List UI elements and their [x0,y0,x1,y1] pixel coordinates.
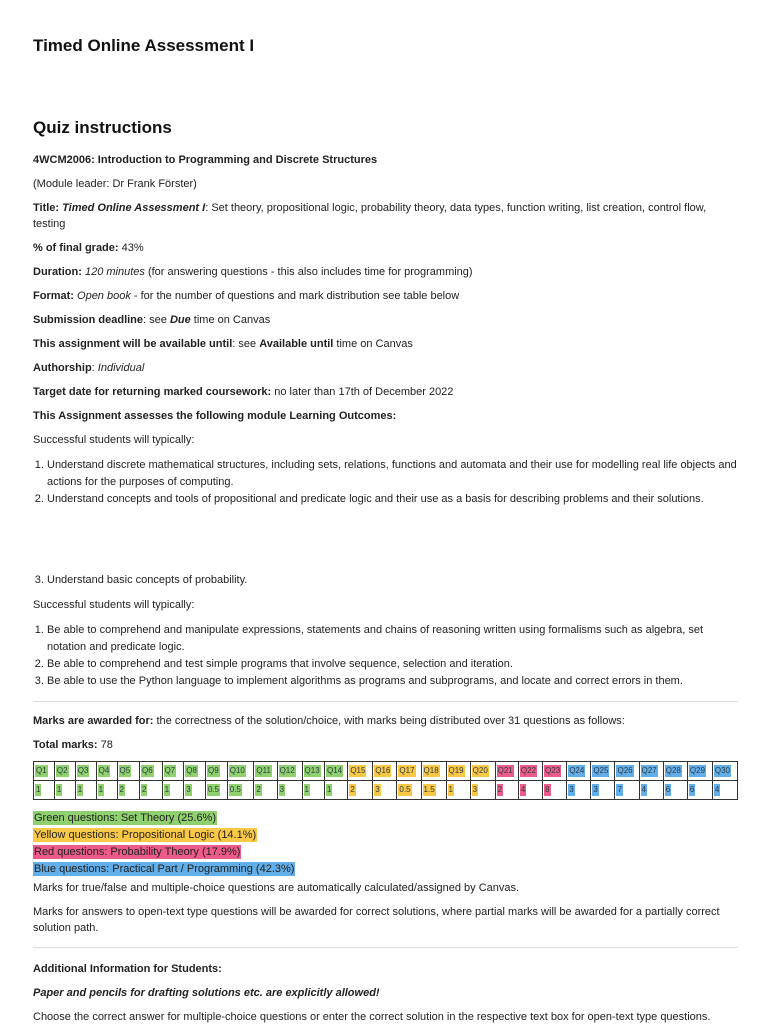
auto-marks-text: Marks for true/false and multiple-choice questions are automatically calculated/assigned by Canvas. [33,882,520,894]
marks-value: 1 [36,785,41,794]
module-name: 4WCM2006: Introduction to Programming and Discrete Structures [33,154,378,166]
legend-label: Green questions: Set Theory (25.6%) [34,812,217,824]
marks-value: 1 [98,785,104,794]
question-label: Q14 [327,766,343,775]
module-leader: (Module leader: Dr Frank Förster) [33,178,197,190]
outcomes-list-b [33,622,738,690]
marks-value: 3 [569,785,574,794]
marks-cell [205,781,227,800]
marks-cell [162,781,184,800]
authorship-line: Authorship: Individual [33,362,145,374]
question-label: Q3 [77,766,89,775]
marks-cell [227,781,254,800]
question-label: Q9 [207,766,219,775]
question-cell [446,762,470,781]
available-line: This assignment will be available until: see Available until time on Canvas [33,338,413,350]
marks-value: 3 [593,785,598,794]
marks-cell [254,781,277,800]
question-cell [567,762,591,781]
question-label: Q13 [304,766,320,775]
marks-cell [325,781,348,800]
question-label: Q30 [714,766,730,775]
question-cell [518,762,542,781]
spacer [33,508,738,572]
question-label: Q29 [689,766,706,775]
question-cell [34,762,55,781]
marks-value: 2 [256,785,261,794]
marks-cell [687,781,712,800]
marks-cell [591,781,615,800]
question-cell [495,762,518,781]
question-cell [54,762,75,781]
marks-value: 1 [327,785,332,794]
question-cell [543,762,567,781]
marks-value: 1 [56,785,62,794]
marks-cell [75,781,96,800]
legend-item [33,842,738,859]
marks-value: 3 [375,785,380,794]
question-cell [277,762,302,781]
page-title: Timed Online Assessment I [33,36,255,55]
question-label: Q21 [497,766,513,775]
content [33,36,738,1024]
question-label: Q12 [279,766,295,775]
question-cell [373,762,397,781]
marks-cell [302,781,324,800]
question-cell [75,762,96,781]
question-label: Q4 [98,766,110,775]
marks-cell [470,781,495,800]
marks-value: 1 [77,785,83,794]
legend [33,808,738,876]
grade-line: % of final grade: 43% [33,242,144,254]
question-cell [254,762,277,781]
question-label: Q22 [520,766,537,775]
question-cell [397,762,421,781]
question-label: Q23 [545,766,561,775]
question-label: Q7 [164,766,176,775]
legend-item [33,808,738,825]
cut-off-text: Choose the correct answer for multiple-choice questions or enter the correct solution in the respective text box for open-text type questions. [33,1011,711,1023]
marks-value: 4 [714,785,720,794]
marks-cell [567,781,591,800]
question-label: Q18 [423,766,439,775]
question-label: Q24 [569,766,585,775]
outcomes-list-a-cont [33,572,738,589]
outcomes-list-a [33,457,738,508]
list-item: 1. Be able to comprehend and manipulate expressions, statements and chains of reasoning written using formalisms such as algebra, set notation and predicate logic. [47,622,738,656]
question-cell [712,762,737,781]
outcomes-heading: This Assignment assesses the following module Learning Outcomes: [33,410,397,422]
successful-text-2: Successful students will typically: [33,599,195,611]
format-line: Format: Open book - for the number of questions and mark distribution see table below [33,290,460,302]
marks-table [33,761,738,800]
question-label: Q1 [36,766,47,775]
marks-value: 3 [472,785,478,794]
marks-value: 1 [304,785,309,794]
legend-label: Blue questions: Practical Part / Programming (42.3%) [34,863,295,875]
question-cell [162,762,184,781]
marks-value: 4 [641,785,647,794]
question-cell [470,762,495,781]
marks-row [34,781,738,800]
question-cell [639,762,663,781]
divider [33,701,738,702]
marks-cell [615,781,639,800]
marks-cell [397,781,421,800]
marks-cell [712,781,737,800]
paper-note: Paper and pencils for drafting solutions etc. are explicitly allowed! [33,987,380,999]
marks-value: 3 [186,785,191,794]
legend-item [33,859,738,876]
question-cell [325,762,348,781]
marks-cell [373,781,397,800]
legend-label: Yellow questions: Propositional Logic (14.1%) [34,829,257,841]
marks-value: 8 [545,785,550,794]
marks-cell [140,781,163,800]
question-cell [663,762,687,781]
divider [33,947,738,948]
question-label: Q10 [229,766,245,775]
question-label: Q19 [448,766,464,775]
question-cell [302,762,324,781]
question-label: Q16 [375,766,391,775]
additional-heading: Additional Information for Students: [33,963,222,975]
total-marks-line: Total marks: 78 [33,739,113,751]
question-label: Q8 [186,766,197,775]
question-label: Q20 [472,766,488,775]
question-cell [348,762,373,781]
marks-value: 2 [350,785,355,794]
question-label: Q25 [593,766,609,775]
marks-cell [348,781,373,800]
list-item: 3. Be able to use the Python language to implement algorithms as programs and subprograms, and locate and correct errors in them. [47,673,738,690]
marks-cell [495,781,518,800]
marks-cell [446,781,470,800]
question-cell [184,762,206,781]
title-line: Title: Timed Online Assessment I: Set theory, propositional logic, probability theory, data types, function writing, list creation, control flow, testing [33,202,707,230]
question-cell [140,762,163,781]
open-marks-text: Marks for answers to open-text type questions will be awarded for correct solutions, where partial marks will be awarded for a partially correct solution path. [33,906,720,934]
marks-cell [34,781,55,800]
marks-cell [96,781,117,800]
marks-cell [117,781,140,800]
marks-value: 4 [520,785,526,794]
marks-value: 1 [448,785,453,794]
question-label: Q17 [399,766,415,775]
marks-cell [184,781,206,800]
question-label: Q27 [641,766,657,775]
question-cell [96,762,117,781]
question-cell [421,762,446,781]
marks-cell [518,781,542,800]
marks-value: 2 [119,785,124,794]
question-label: Q5 [119,766,131,775]
question-row [34,762,738,781]
list-item: 1. Understand discrete mathematical structures, including sets, relations, functions and automata and their use for modelling real life objects and actions for the purposes of computing. [47,457,738,491]
marks-cell [639,781,663,800]
duration-line: Duration: 120 minutes (for answering questions - this also includes time for programming) [33,266,473,278]
marks-value: 6 [665,785,671,794]
question-label: Q6 [142,766,153,775]
deadline-line: Submission deadline: see Due time on Canvas [33,314,271,326]
marks-line: Marks are awarded for: the correctness of the solution/choice, with marks being distributed over 31 questions as follows: [33,715,625,727]
marks-cell [663,781,687,800]
question-label: Q26 [617,766,633,775]
question-label: Q28 [665,766,681,775]
marks-value: 6 [689,785,695,794]
question-cell [117,762,140,781]
legend-label: Red questions: Probability Theory (17.9%) [34,846,241,858]
legend-item [33,825,738,842]
marks-value: 3 [279,785,285,794]
section-title: Quiz instructions [33,118,172,137]
marks-value: 0.5 [207,785,220,794]
marks-cell [54,781,75,800]
marks-value: 2 [497,785,503,794]
marks-value: 1 [164,785,170,794]
question-cell [227,762,254,781]
marks-value: 0.5 [399,785,411,794]
marks-value: 7 [617,785,622,794]
marks-value: 0.5 [229,785,241,794]
question-label: Q15 [350,766,366,775]
question-cell [591,762,615,781]
successful-text-1: Successful students will typically: [33,434,195,446]
marks-cell [543,781,567,800]
marks-cell [421,781,446,800]
question-cell [615,762,639,781]
list-item: 2. Be able to comprehend and test simple programs that involve sequence, selection and iteration. [47,656,738,673]
target-line: Target date for returning marked coursework: no later than 17th of December 2022 [33,386,454,398]
list-item: 2. Understand concepts and tools of propositional and predicate logic and their use as a basis for describing problems and their solutions. [47,491,738,508]
marks-cell [277,781,302,800]
list-item: 3. Understand basic concepts of probability. [47,572,738,589]
question-label: Q2 [56,766,68,775]
question-cell [205,762,227,781]
marks-value: 1.5 [423,785,435,794]
marks-value: 2 [142,785,147,794]
question-cell [687,762,712,781]
question-label: Q11 [256,766,271,775]
